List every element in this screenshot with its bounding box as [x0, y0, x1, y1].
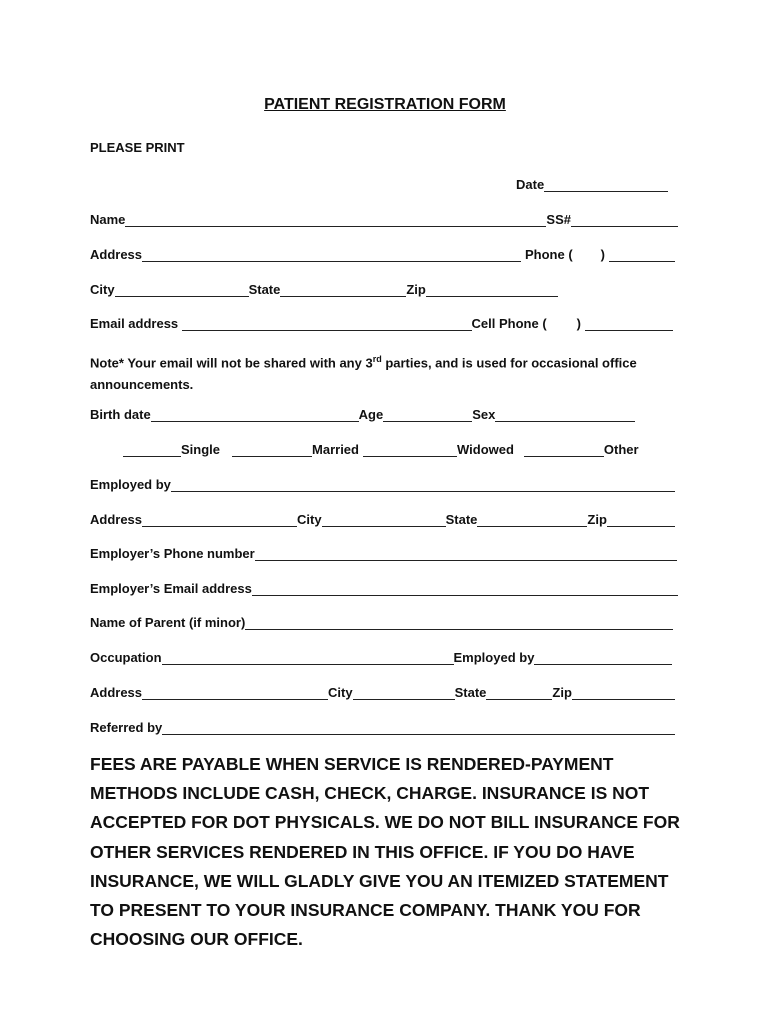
employed-by-label: Employed by	[90, 477, 171, 492]
cell-field[interactable]	[585, 315, 673, 331]
ss-field[interactable]	[571, 211, 678, 227]
address-field[interactable]	[142, 246, 521, 262]
employer-email-label: Employer’s Email address	[90, 581, 252, 596]
birth-date-field[interactable]	[151, 406, 359, 422]
parent-employed-by-label: Employed by	[453, 650, 535, 665]
employer-phone-field[interactable]	[255, 545, 677, 561]
parent-name-row	[90, 612, 673, 632]
parent-address-label: Address	[90, 685, 143, 700]
sex-label: Sex	[472, 407, 496, 422]
city-row	[90, 279, 558, 299]
parent-city-field[interactable]	[353, 684, 455, 700]
date-field[interactable]	[544, 176, 668, 192]
zip-label: Zip	[406, 282, 426, 297]
married-checkbox[interactable]	[232, 441, 312, 457]
employer-email-row	[90, 578, 678, 598]
parent-employed-by-field[interactable]	[534, 649, 672, 665]
zip-field[interactable]	[426, 281, 558, 297]
parent-name-field[interactable]	[245, 614, 673, 630]
parent-zip-field[interactable]	[572, 684, 675, 700]
phone-field[interactable]	[609, 246, 675, 262]
sex-field[interactable]	[495, 406, 635, 422]
single-checkbox[interactable]	[123, 441, 181, 457]
name-row	[90, 209, 678, 229]
parent-state-label: State	[454, 685, 487, 700]
birth-row	[90, 404, 635, 424]
birth-date-label: Birth date	[90, 407, 151, 422]
employer-address-field[interactable]	[142, 511, 297, 527]
employed-by-field[interactable]	[171, 476, 675, 492]
parent-address-row	[90, 682, 675, 702]
address-row	[90, 244, 675, 264]
age-field[interactable]	[383, 406, 472, 422]
name-label: Name	[90, 212, 126, 227]
cell-paren: )	[576, 316, 581, 331]
single-label: Single	[181, 442, 221, 457]
address-label: Address	[90, 247, 143, 262]
form-title: PATIENT REGISTRATION FORM	[264, 96, 506, 113]
email-row	[90, 313, 673, 333]
widowed-label: Widowed	[456, 442, 514, 457]
city-label: City	[90, 282, 115, 297]
email-field[interactable]	[182, 315, 471, 331]
parent-address-field[interactable]	[142, 684, 328, 700]
age-label: Age	[358, 407, 384, 422]
phone-label: Phone (	[524, 247, 573, 262]
state-label: State	[248, 282, 281, 297]
city-field[interactable]	[115, 281, 249, 297]
employer-state-field[interactable]	[477, 511, 587, 527]
name-field[interactable]	[125, 211, 546, 227]
occupation-label: Occupation	[90, 650, 162, 665]
married-label: Married	[312, 442, 359, 457]
employer-phone-row	[90, 543, 677, 563]
employer-city-label: City	[297, 512, 322, 527]
phone-paren: )	[600, 247, 605, 262]
state-field[interactable]	[280, 281, 406, 297]
employer-zip-field[interactable]	[607, 511, 675, 527]
date-label: Date	[516, 177, 545, 192]
parent-city-label: City	[328, 685, 353, 700]
please-print-row	[90, 137, 678, 157]
parent-state-field[interactable]	[486, 684, 552, 700]
employer-state-label: State	[445, 512, 478, 527]
email-label: Email address	[90, 316, 179, 331]
fees-notice: FEES ARE PAYABLE WHEN SERVICE IS RENDERED-PAYMENT METHODS INCLUDE CASH, CHECK, CHARGE. INSURANCE IS NOT ACCEPTED FOR DOT PHYSICALS. WE DO NOT BILL INSURANCE FOR OTHER SERVICES RENDERED IN THIS OFFICE. IF YOU DO HAVE INSURANCE, WE WILL GLADLY GIVE YOU AN ITEMIZED STATEMENT TO PRESENT TO YOUR INSURANCE COMPANY. THANK YOU FOR CHOOSING OUR OFFICE.	[90, 754, 680, 950]
ss-label: SS#	[546, 212, 571, 227]
other-checkbox[interactable]	[524, 441, 604, 457]
referred-by-field[interactable]	[162, 719, 675, 735]
occupation-field[interactable]	[162, 649, 454, 665]
employer-zip-label: Zip	[587, 512, 607, 527]
widowed-checkbox[interactable]	[363, 441, 457, 457]
employer-address-row	[90, 509, 675, 529]
please-print-label: PLEASE PRINT	[90, 140, 185, 155]
email-note: Note* Your email will not be shared with any 3rd parties, and is used for occasional office announcements.	[90, 354, 637, 393]
parent-name-label: Name of Parent (if minor)	[90, 615, 246, 630]
referred-by-row	[90, 717, 675, 737]
referred-by-label: Referred by	[90, 720, 163, 735]
employer-phone-label: Employer’s Phone number	[90, 546, 255, 561]
occupation-row	[90, 647, 672, 667]
employed-by-row	[90, 474, 675, 494]
cell-label: Cell Phone (	[471, 316, 547, 331]
employer-email-field[interactable]	[252, 580, 678, 596]
date-row	[516, 174, 668, 194]
parent-zip-label: Zip	[552, 685, 572, 700]
marital-status-row	[123, 439, 654, 459]
other-label: Other	[603, 442, 639, 457]
employer-address-label: Address	[90, 512, 143, 527]
employer-city-field[interactable]	[322, 511, 446, 527]
